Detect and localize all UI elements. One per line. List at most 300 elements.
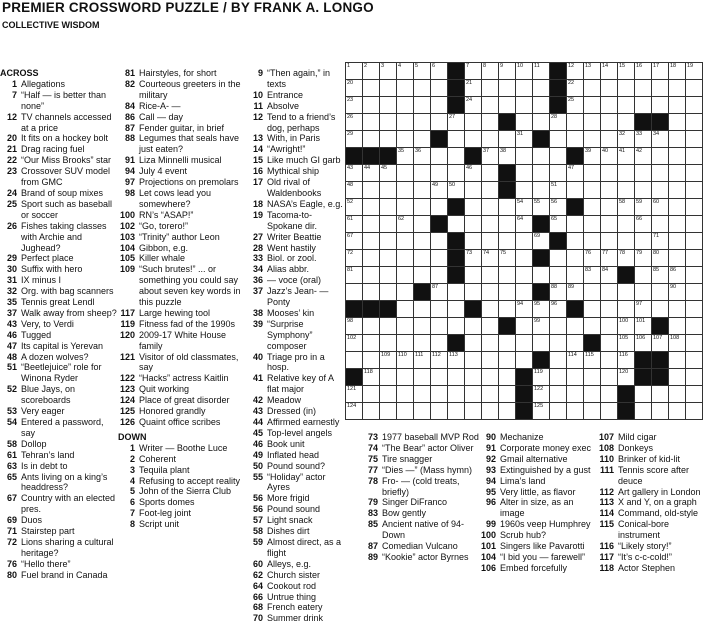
grid-square[interactable] <box>686 233 703 250</box>
grid-square[interactable] <box>363 318 380 335</box>
grid-square[interactable] <box>516 165 533 182</box>
grid-square[interactable] <box>601 335 618 352</box>
grid-square[interactable] <box>635 148 652 165</box>
grid-square[interactable] <box>380 352 397 369</box>
grid-square[interactable] <box>397 199 414 216</box>
grid-square[interactable] <box>482 369 499 386</box>
grid-square[interactable] <box>346 318 363 335</box>
grid-square[interactable] <box>465 318 482 335</box>
grid-square[interactable] <box>686 182 703 199</box>
grid-square[interactable] <box>635 80 652 97</box>
grid-square[interactable] <box>414 131 431 148</box>
grid-square[interactable] <box>499 148 516 165</box>
grid-square[interactable] <box>346 233 363 250</box>
grid-square[interactable] <box>346 284 363 301</box>
grid-square[interactable] <box>567 335 584 352</box>
grid-square[interactable] <box>686 284 703 301</box>
grid-square[interactable] <box>618 250 635 267</box>
grid-square[interactable] <box>567 165 584 182</box>
grid-square[interactable] <box>635 403 652 420</box>
grid-square[interactable] <box>584 301 601 318</box>
grid-square[interactable] <box>431 250 448 267</box>
grid-square[interactable] <box>482 199 499 216</box>
grid-square[interactable] <box>431 352 448 369</box>
grid-square[interactable] <box>499 301 516 318</box>
grid-square[interactable] <box>431 318 448 335</box>
grid-square[interactable] <box>550 216 567 233</box>
grid-square[interactable] <box>397 131 414 148</box>
grid-square[interactable] <box>601 267 618 284</box>
grid-square[interactable] <box>465 165 482 182</box>
grid-square[interactable] <box>380 63 397 80</box>
grid-square[interactable] <box>414 352 431 369</box>
grid-square[interactable] <box>465 250 482 267</box>
grid-square[interactable] <box>618 199 635 216</box>
grid-square[interactable] <box>584 352 601 369</box>
grid-square[interactable] <box>686 63 703 80</box>
grid-square[interactable] <box>533 335 550 352</box>
grid-square[interactable] <box>346 250 363 267</box>
grid-square[interactable] <box>397 114 414 131</box>
grid-square[interactable] <box>618 318 635 335</box>
grid-square[interactable] <box>465 335 482 352</box>
grid-square[interactable] <box>482 80 499 97</box>
grid-square[interactable] <box>601 199 618 216</box>
grid-square[interactable] <box>669 131 686 148</box>
grid-square[interactable] <box>414 250 431 267</box>
grid-square[interactable] <box>363 63 380 80</box>
grid-square[interactable] <box>482 250 499 267</box>
grid-square[interactable] <box>346 97 363 114</box>
grid-square[interactable] <box>414 63 431 80</box>
grid-square[interactable] <box>669 335 686 352</box>
grid-square[interactable] <box>482 301 499 318</box>
grid-square[interactable] <box>635 318 652 335</box>
grid-square[interactable] <box>669 301 686 318</box>
grid-square[interactable] <box>652 284 669 301</box>
grid-square[interactable] <box>584 216 601 233</box>
grid-square[interactable] <box>533 267 550 284</box>
grid-square[interactable] <box>431 182 448 199</box>
grid-square[interactable] <box>533 63 550 80</box>
grid-square[interactable] <box>635 165 652 182</box>
grid-square[interactable] <box>397 97 414 114</box>
grid-square[interactable] <box>431 301 448 318</box>
grid-square[interactable] <box>499 131 516 148</box>
grid-square[interactable] <box>652 131 669 148</box>
grid-square[interactable] <box>516 352 533 369</box>
grid-square[interactable] <box>669 114 686 131</box>
grid-square[interactable] <box>618 182 635 199</box>
grid-square[interactable] <box>414 335 431 352</box>
grid-square[interactable] <box>516 335 533 352</box>
grid-square[interactable] <box>363 216 380 233</box>
grid-square[interactable] <box>669 63 686 80</box>
grid-square[interactable] <box>686 352 703 369</box>
grid-square[interactable] <box>397 63 414 80</box>
grid-square[interactable] <box>669 233 686 250</box>
grid-square[interactable] <box>414 301 431 318</box>
grid-square[interactable] <box>482 335 499 352</box>
grid-square[interactable] <box>686 318 703 335</box>
grid-square[interactable] <box>652 165 669 182</box>
grid-square[interactable] <box>482 148 499 165</box>
grid-square[interactable] <box>618 352 635 369</box>
grid-square[interactable] <box>346 352 363 369</box>
grid-square[interactable] <box>346 216 363 233</box>
grid-square[interactable] <box>380 386 397 403</box>
grid-square[interactable] <box>652 199 669 216</box>
grid-square[interactable] <box>465 216 482 233</box>
grid-square[interactable] <box>380 199 397 216</box>
grid-square[interactable] <box>448 165 465 182</box>
grid-square[interactable] <box>584 403 601 420</box>
grid-square[interactable] <box>465 114 482 131</box>
grid-square[interactable] <box>686 131 703 148</box>
grid-square[interactable] <box>635 267 652 284</box>
grid-square[interactable] <box>635 199 652 216</box>
grid-square[interactable] <box>397 301 414 318</box>
grid-square[interactable] <box>431 284 448 301</box>
grid-square[interactable] <box>414 114 431 131</box>
grid-square[interactable] <box>499 386 516 403</box>
grid-square[interactable] <box>567 182 584 199</box>
grid-square[interactable] <box>397 352 414 369</box>
grid-square[interactable] <box>618 165 635 182</box>
grid-square[interactable] <box>652 403 669 420</box>
grid-square[interactable] <box>601 386 618 403</box>
grid-square[interactable] <box>635 63 652 80</box>
grid-square[interactable] <box>363 199 380 216</box>
grid-square[interactable] <box>533 182 550 199</box>
grid-square[interactable] <box>414 318 431 335</box>
grid-square[interactable] <box>499 267 516 284</box>
grid-square[interactable] <box>618 131 635 148</box>
grid-square[interactable] <box>533 199 550 216</box>
grid-square[interactable] <box>533 165 550 182</box>
grid-square[interactable] <box>533 97 550 114</box>
grid-square[interactable] <box>431 80 448 97</box>
grid-square[interactable] <box>465 131 482 148</box>
grid-square[interactable] <box>584 80 601 97</box>
grid-square[interactable] <box>669 199 686 216</box>
grid-square[interactable] <box>686 403 703 420</box>
grid-square[interactable] <box>380 165 397 182</box>
grid-square[interactable] <box>516 216 533 233</box>
grid-square[interactable] <box>652 182 669 199</box>
grid-square[interactable] <box>380 182 397 199</box>
grid-square[interactable] <box>550 352 567 369</box>
grid-square[interactable] <box>397 250 414 267</box>
grid-square[interactable] <box>499 63 516 80</box>
grid-square[interactable] <box>482 114 499 131</box>
grid-square[interactable] <box>618 233 635 250</box>
grid-square[interactable] <box>686 301 703 318</box>
grid-square[interactable] <box>431 148 448 165</box>
grid-square[interactable] <box>482 233 499 250</box>
grid-square[interactable] <box>567 131 584 148</box>
grid-square[interactable] <box>584 114 601 131</box>
grid-square[interactable] <box>380 284 397 301</box>
grid-square[interactable] <box>482 352 499 369</box>
grid-square[interactable] <box>550 301 567 318</box>
grid-square[interactable] <box>516 80 533 97</box>
grid-square[interactable] <box>601 233 618 250</box>
grid-square[interactable] <box>601 165 618 182</box>
grid-square[interactable] <box>584 267 601 284</box>
grid-square[interactable] <box>397 80 414 97</box>
grid-square[interactable] <box>363 386 380 403</box>
grid-square[interactable] <box>414 165 431 182</box>
grid-square[interactable] <box>397 284 414 301</box>
grid-square[interactable] <box>635 131 652 148</box>
grid-square[interactable] <box>414 267 431 284</box>
grid-square[interactable] <box>465 182 482 199</box>
grid-square[interactable] <box>567 284 584 301</box>
grid-square[interactable] <box>482 131 499 148</box>
grid-square[interactable] <box>499 284 516 301</box>
grid-square[interactable] <box>414 148 431 165</box>
grid-square[interactable] <box>363 250 380 267</box>
grid-square[interactable] <box>516 182 533 199</box>
grid-square[interactable] <box>533 403 550 420</box>
grid-square[interactable] <box>635 233 652 250</box>
grid-square[interactable] <box>516 301 533 318</box>
grid-square[interactable] <box>601 148 618 165</box>
grid-square[interactable] <box>465 386 482 403</box>
grid-square[interactable] <box>618 80 635 97</box>
grid-square[interactable] <box>635 250 652 267</box>
grid-square[interactable] <box>652 63 669 80</box>
grid-square[interactable] <box>448 216 465 233</box>
grid-square[interactable] <box>567 267 584 284</box>
grid-square[interactable] <box>652 250 669 267</box>
grid-square[interactable] <box>482 403 499 420</box>
grid-square[interactable] <box>567 233 584 250</box>
grid-square[interactable] <box>669 165 686 182</box>
grid-square[interactable] <box>448 369 465 386</box>
grid-square[interactable] <box>363 403 380 420</box>
grid-square[interactable] <box>669 80 686 97</box>
grid-square[interactable] <box>346 335 363 352</box>
grid-square[interactable] <box>652 80 669 97</box>
grid-square[interactable] <box>652 148 669 165</box>
grid-square[interactable] <box>618 148 635 165</box>
grid-square[interactable] <box>363 114 380 131</box>
grid-square[interactable] <box>550 318 567 335</box>
grid-square[interactable] <box>448 114 465 131</box>
grid-square[interactable] <box>397 148 414 165</box>
grid-square[interactable] <box>584 386 601 403</box>
grid-square[interactable] <box>363 165 380 182</box>
grid-square[interactable] <box>601 369 618 386</box>
grid-square[interactable] <box>431 335 448 352</box>
grid-square[interactable] <box>397 386 414 403</box>
grid-square[interactable] <box>584 199 601 216</box>
grid-square[interactable] <box>363 352 380 369</box>
grid-square[interactable] <box>601 403 618 420</box>
grid-square[interactable] <box>601 131 618 148</box>
grid-square[interactable] <box>380 403 397 420</box>
grid-square[interactable] <box>397 335 414 352</box>
grid-square[interactable] <box>567 318 584 335</box>
grid-square[interactable] <box>448 148 465 165</box>
grid-square[interactable] <box>669 352 686 369</box>
grid-square[interactable] <box>482 97 499 114</box>
grid-square[interactable] <box>414 182 431 199</box>
grid-square[interactable] <box>380 131 397 148</box>
grid-square[interactable] <box>669 284 686 301</box>
grid-square[interactable] <box>465 352 482 369</box>
grid-square[interactable] <box>363 267 380 284</box>
grid-square[interactable] <box>363 284 380 301</box>
grid-square[interactable] <box>550 165 567 182</box>
grid-square[interactable] <box>397 216 414 233</box>
grid-square[interactable] <box>652 386 669 403</box>
grid-square[interactable] <box>601 250 618 267</box>
grid-square[interactable] <box>380 318 397 335</box>
grid-square[interactable] <box>584 182 601 199</box>
grid-square[interactable] <box>482 284 499 301</box>
grid-square[interactable] <box>363 97 380 114</box>
grid-square[interactable] <box>363 335 380 352</box>
grid-square[interactable] <box>584 233 601 250</box>
grid-square[interactable] <box>686 216 703 233</box>
grid-square[interactable] <box>346 165 363 182</box>
grid-square[interactable] <box>397 403 414 420</box>
grid-square[interactable] <box>618 284 635 301</box>
grid-square[interactable] <box>686 114 703 131</box>
grid-square[interactable] <box>635 301 652 318</box>
grid-square[interactable] <box>346 182 363 199</box>
grid-square[interactable] <box>686 148 703 165</box>
grid-square[interactable] <box>618 216 635 233</box>
grid-square[interactable] <box>397 369 414 386</box>
grid-square[interactable] <box>499 369 516 386</box>
grid-square[interactable] <box>686 267 703 284</box>
grid-square[interactable] <box>414 216 431 233</box>
grid-square[interactable] <box>414 97 431 114</box>
grid-square[interactable] <box>567 403 584 420</box>
grid-square[interactable] <box>550 182 567 199</box>
grid-square[interactable] <box>652 233 669 250</box>
grid-square[interactable] <box>652 301 669 318</box>
grid-square[interactable] <box>431 267 448 284</box>
grid-square[interactable] <box>567 250 584 267</box>
grid-square[interactable] <box>431 369 448 386</box>
grid-square[interactable] <box>414 80 431 97</box>
grid-square[interactable] <box>448 131 465 148</box>
grid-square[interactable] <box>431 199 448 216</box>
grid-square[interactable] <box>652 97 669 114</box>
grid-square[interactable] <box>380 250 397 267</box>
grid-square[interactable] <box>550 403 567 420</box>
grid-square[interactable] <box>431 386 448 403</box>
grid-square[interactable] <box>584 165 601 182</box>
grid-square[interactable] <box>550 148 567 165</box>
grid-square[interactable] <box>686 335 703 352</box>
grid-square[interactable] <box>397 267 414 284</box>
grid-square[interactable] <box>414 369 431 386</box>
grid-square[interactable] <box>635 97 652 114</box>
grid-square[interactable] <box>567 80 584 97</box>
grid-square[interactable] <box>516 318 533 335</box>
grid-square[interactable] <box>550 284 567 301</box>
grid-square[interactable] <box>686 369 703 386</box>
grid-square[interactable] <box>669 369 686 386</box>
grid-square[interactable] <box>397 182 414 199</box>
grid-square[interactable] <box>669 318 686 335</box>
grid-square[interactable] <box>431 97 448 114</box>
grid-square[interactable] <box>618 335 635 352</box>
grid-square[interactable] <box>414 233 431 250</box>
grid-square[interactable] <box>482 318 499 335</box>
grid-square[interactable] <box>669 97 686 114</box>
grid-square[interactable] <box>669 267 686 284</box>
grid-square[interactable] <box>448 284 465 301</box>
grid-square[interactable] <box>601 216 618 233</box>
grid-square[interactable] <box>380 267 397 284</box>
grid-square[interactable] <box>380 233 397 250</box>
grid-square[interactable] <box>448 403 465 420</box>
grid-square[interactable] <box>533 386 550 403</box>
grid-square[interactable] <box>550 250 567 267</box>
grid-square[interactable] <box>567 63 584 80</box>
grid-square[interactable] <box>499 250 516 267</box>
grid-square[interactable] <box>686 386 703 403</box>
grid-square[interactable] <box>346 63 363 80</box>
grid-square[interactable] <box>550 199 567 216</box>
grid-square[interactable] <box>635 386 652 403</box>
grid-square[interactable] <box>397 233 414 250</box>
grid-square[interactable] <box>567 97 584 114</box>
grid-square[interactable] <box>465 233 482 250</box>
grid-square[interactable] <box>431 403 448 420</box>
grid-square[interactable] <box>448 386 465 403</box>
grid-square[interactable] <box>499 80 516 97</box>
grid-square[interactable] <box>584 148 601 165</box>
grid-square[interactable] <box>601 318 618 335</box>
grid-square[interactable] <box>346 80 363 97</box>
grid-square[interactable] <box>380 335 397 352</box>
grid-square[interactable] <box>686 250 703 267</box>
grid-square[interactable] <box>550 369 567 386</box>
grid-square[interactable] <box>465 63 482 80</box>
grid-square[interactable] <box>380 216 397 233</box>
grid-square[interactable] <box>618 369 635 386</box>
grid-square[interactable] <box>533 114 550 131</box>
grid-square[interactable] <box>601 114 618 131</box>
grid-square[interactable] <box>465 97 482 114</box>
grid-square[interactable] <box>669 250 686 267</box>
grid-square[interactable] <box>584 97 601 114</box>
grid-square[interactable] <box>533 369 550 386</box>
grid-square[interactable] <box>516 131 533 148</box>
grid-square[interactable] <box>499 403 516 420</box>
grid-square[interactable] <box>465 403 482 420</box>
grid-square[interactable] <box>516 284 533 301</box>
grid-square[interactable] <box>550 386 567 403</box>
grid-square[interactable] <box>499 216 516 233</box>
grid-square[interactable] <box>567 216 584 233</box>
grid-square[interactable] <box>448 301 465 318</box>
grid-square[interactable] <box>567 114 584 131</box>
grid-square[interactable] <box>601 284 618 301</box>
grid-square[interactable] <box>635 216 652 233</box>
grid-square[interactable] <box>686 80 703 97</box>
grid-square[interactable] <box>346 199 363 216</box>
grid-square[interactable] <box>669 148 686 165</box>
